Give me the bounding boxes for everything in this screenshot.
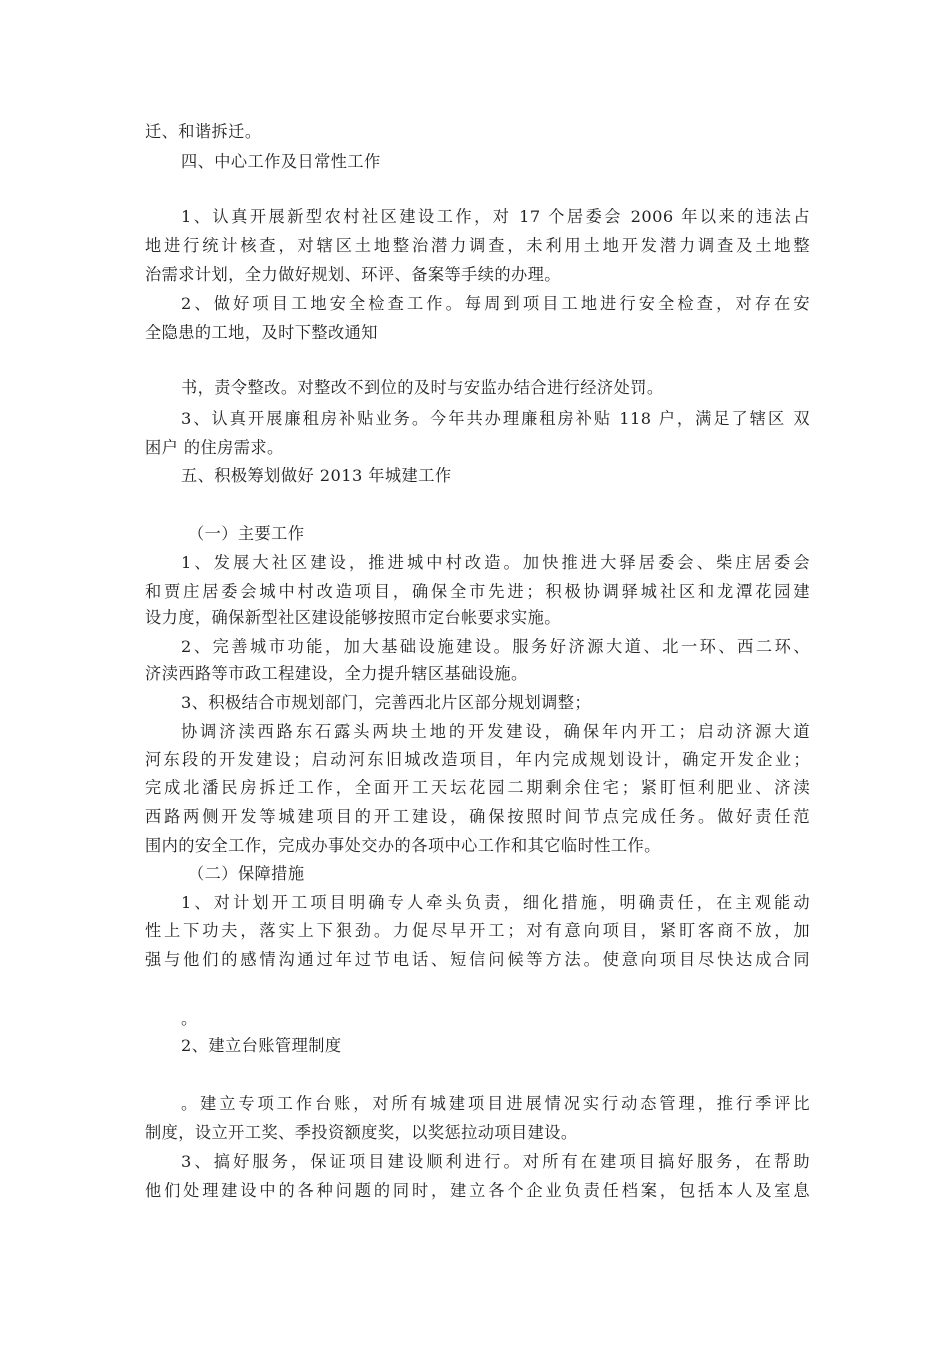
- text-line: 1、发展大社区建设，推进城中村改造。加快推进大驿居委会、柴庄居委会: [181, 553, 810, 572]
- text-line: 协调济渎西路东石露头两块土地的开发建设，确保年内开工；启动济源大道: [181, 722, 810, 741]
- text-line: 河东段的开发建设；启动河东旧城改造项目，年内完成规划设计，确定开发企业；: [145, 750, 810, 769]
- text-line: 3、搞好服务，保证项目建设顺利进行。对所有在建项目搞好服务，在帮助: [181, 1152, 810, 1171]
- text-line: 围内的安全工作，完成办事处交办的各项中心工作和其它临时性工作。: [145, 836, 661, 855]
- text-line: 性上下功夫，落实上下狠劲。力促尽早开工；对有意向项目，紧盯客商不放，加: [145, 921, 810, 940]
- section-heading: 五、积极筹划做好 2013 年城建工作: [181, 466, 452, 485]
- text-line: 书，责令整改。对整改不到位的及时与安监办结合进行经济处罚。: [181, 378, 664, 397]
- text-line: 3、认真开展廉租房补贴业务。今年共办理廉租房补贴 118 户，满足了辖区 双: [181, 409, 810, 428]
- text-line: 全隐患的工地，及时下整改通知: [145, 323, 378, 342]
- text-line: 和贾庄居委会城中村改造项目，确保全市先进；积极协调驿城社区和龙潭花园建: [145, 582, 810, 601]
- text-line: 迁、和谐拆迁。: [145, 122, 262, 141]
- text-line: 制度，设立开工奖、季投资额度奖，以奖惩拉动项目建设。: [145, 1123, 578, 1142]
- section-heading: 四、中心工作及日常性工作: [181, 152, 381, 171]
- text-line: 完成北潘民房拆迁工作，全面开工天坛花园二期剩余住宅；紧盯恒利肥业、济渎: [145, 778, 810, 797]
- subsection-heading: （一）主要工作: [188, 524, 305, 543]
- text-line: 治需求计划，全力做好规划、环评、备案等手续的办理。: [145, 265, 561, 284]
- text-line: 他们处理建设中的各种问题的同时，建立各个企业负责任档案，包括本人及室息: [145, 1181, 810, 1200]
- subsection-heading: （二）保障措施: [188, 864, 305, 883]
- text-line: 设力度，确保新型社区建设能够按照市定台帐要求实施。: [145, 608, 561, 627]
- text-line: 西路两侧开发等城建项目的开工建设，确保按照时间节点完成任务。做好责任范: [145, 807, 810, 826]
- text-line: 。: [181, 1009, 198, 1028]
- text-line: 2、建立台账管理制度: [181, 1036, 342, 1055]
- text-line: 3、积极结合市规划部门，完善西北片区部分规划调整；: [181, 693, 592, 712]
- text-line: 。建立专项工作台账，对所有城建项目进展情况实行动态管理，推行季评比: [181, 1094, 810, 1113]
- text-line: 1、对计划开工项目明确专人牵头负责，细化措施，明确责任，在主观能动: [181, 893, 810, 912]
- text-line: 济渎西路等市政工程建设，全力提升辖区基础设施。: [145, 664, 528, 683]
- text-line: 1、认真开展新型农村社区建设工作，对 17 个居委会 2006 年以来的违法占: [181, 207, 810, 226]
- text-line: 强与他们的感情沟通过年过节电话、短信问候等方法。使意向项目尽快达成合同: [145, 950, 810, 969]
- text-line: 困户 的住房需求。: [145, 438, 284, 457]
- text-line: 地进行统计核查，对辖区土地整治潜力调查，未利用土地开发潜力调查及土地整: [145, 236, 810, 255]
- text-line: 2、完善城市功能，加大基础设施建设。服务好济源大道、北一环、西二环、: [181, 637, 810, 656]
- text-line: 2、做好项目工地安全检查工作。每周到项目工地进行安全检查，对存在安: [181, 294, 810, 313]
